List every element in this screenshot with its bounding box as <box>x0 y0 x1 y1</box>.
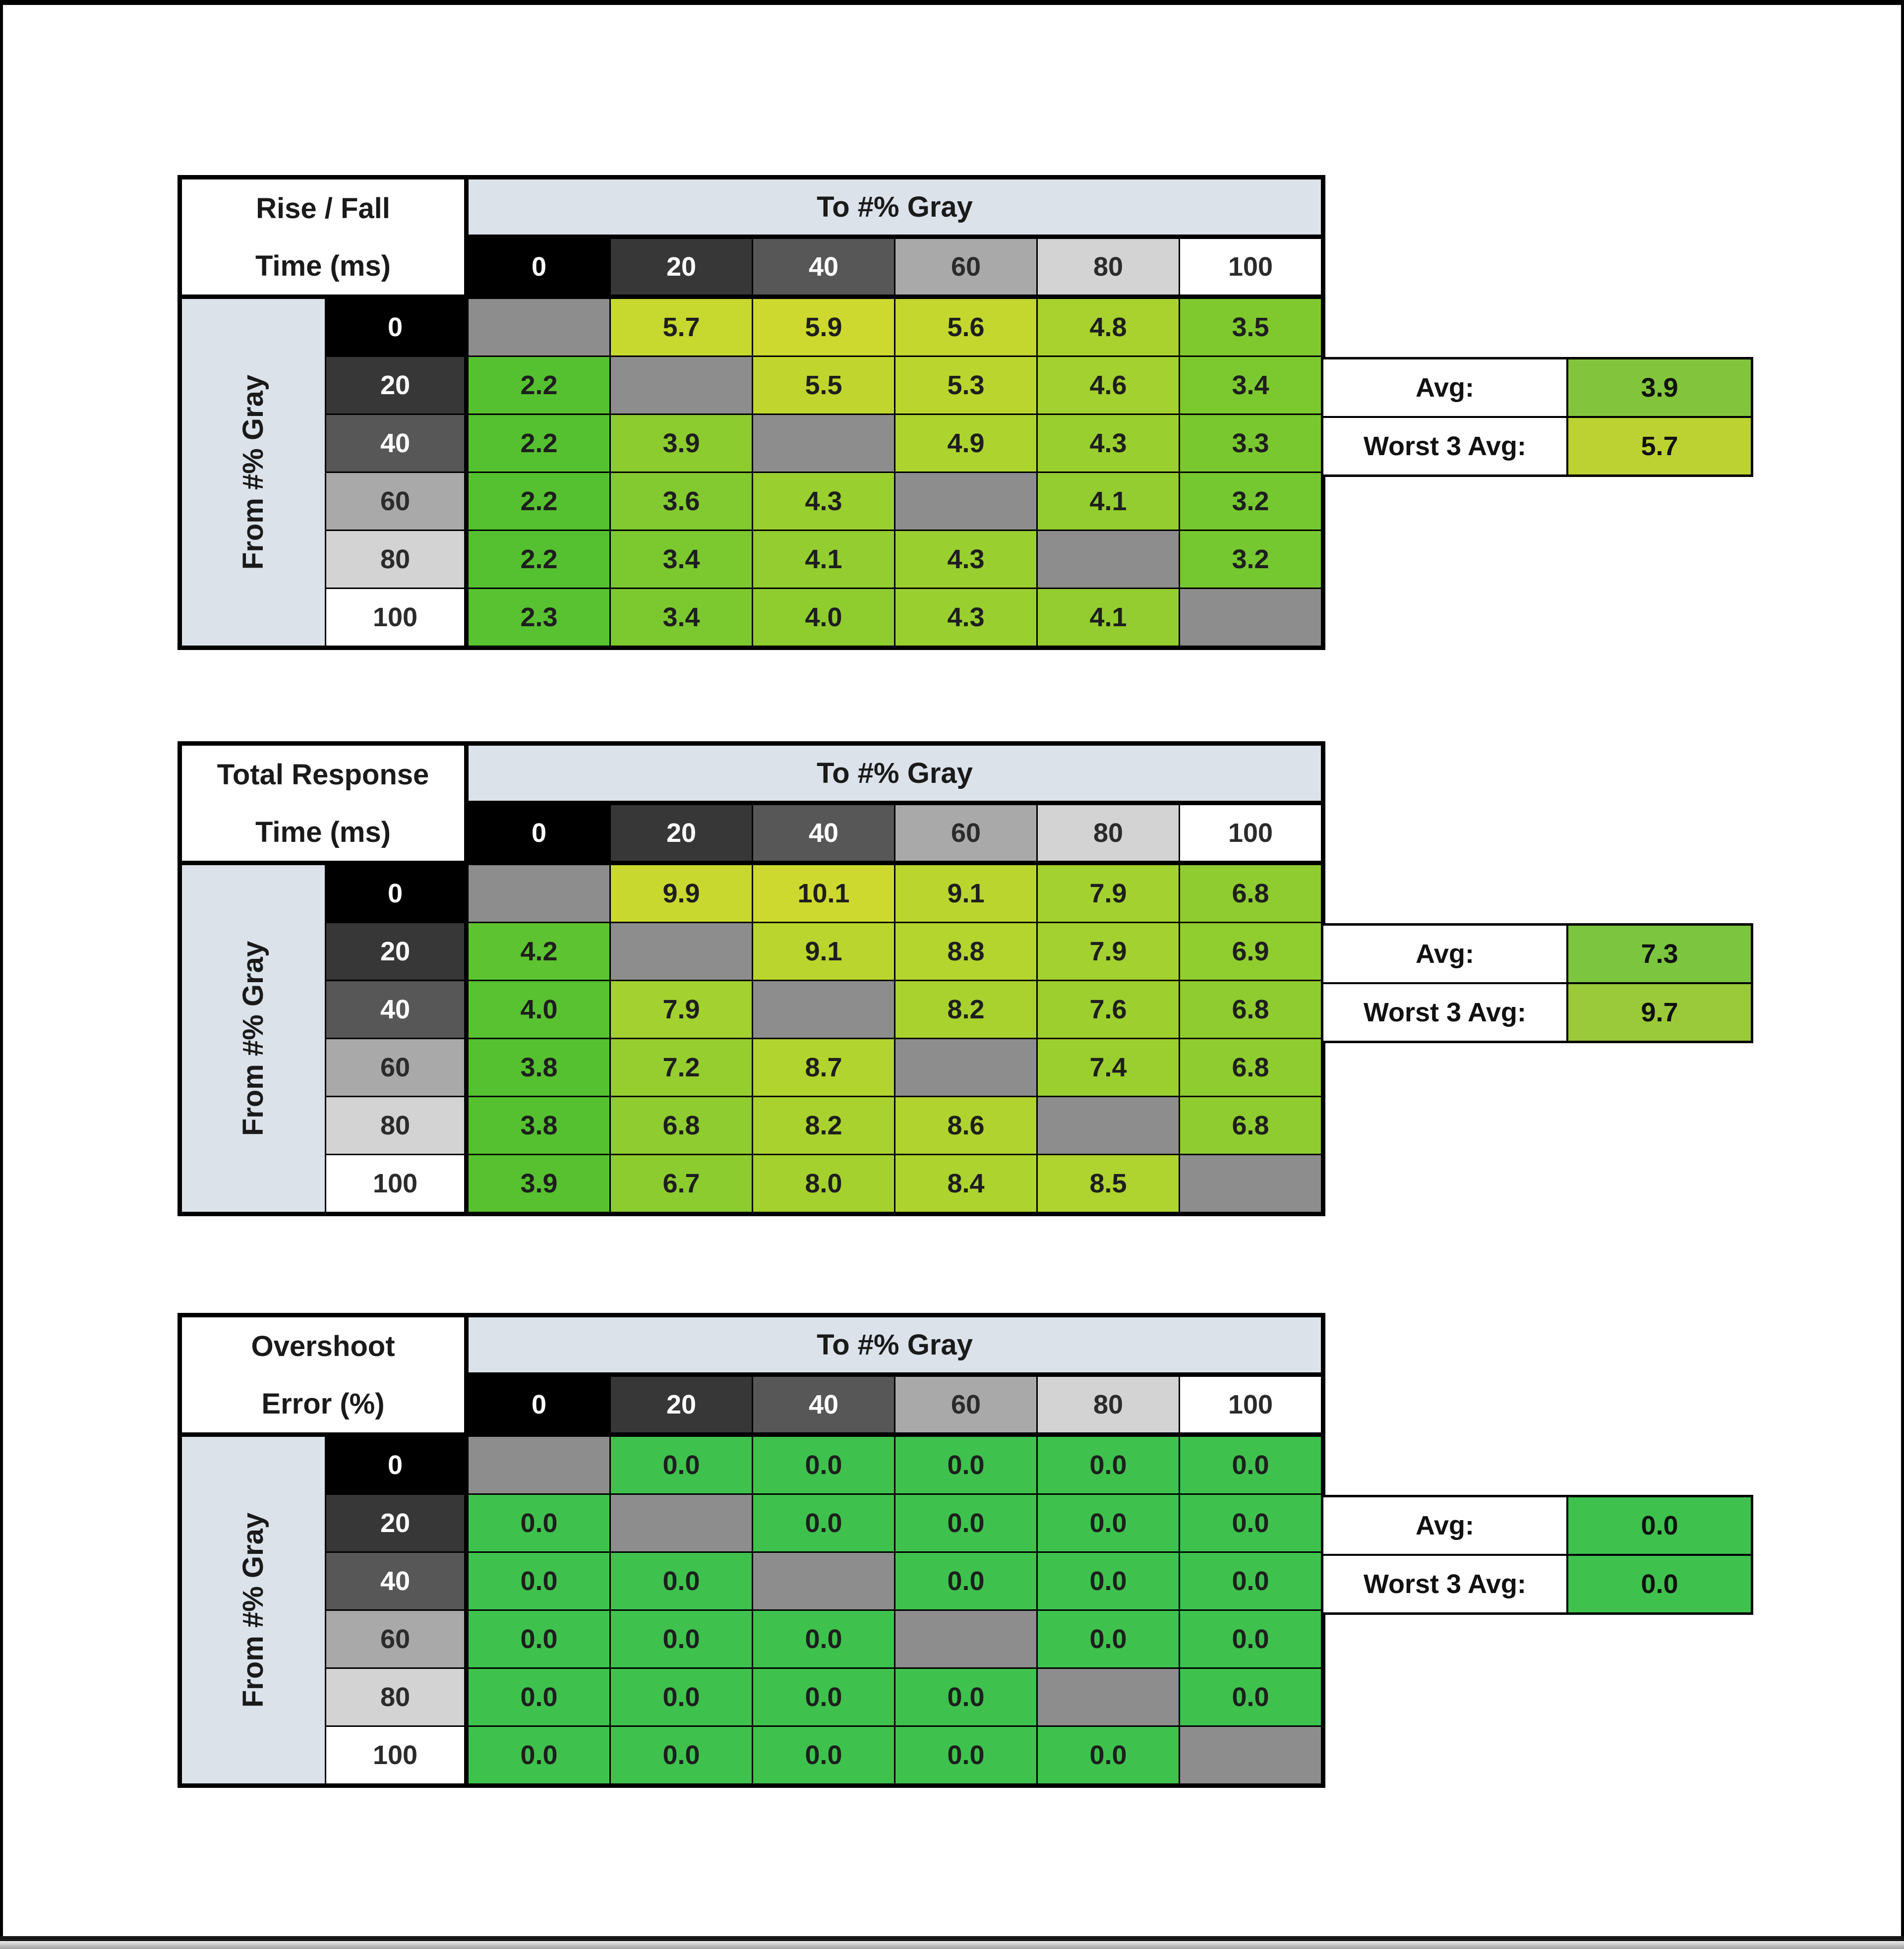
row-header-100: 100 <box>326 589 467 646</box>
data-cell: 3.9 <box>611 415 752 472</box>
data-cell: 2.2 <box>469 415 609 472</box>
data-cell: 8.0 <box>753 1155 894 1212</box>
diagonal-cell <box>1180 1155 1321 1212</box>
data-cell: 0.0 <box>611 1669 752 1725</box>
rise-fall-summary-box <box>1321 357 1753 477</box>
data-cell: 0.0 <box>753 1727 894 1783</box>
data-cell: 5.6 <box>895 299 1036 355</box>
data-cell: 0.0 <box>469 1553 609 1609</box>
data-cell: 0.0 <box>1180 1669 1321 1725</box>
data-cell: 8.7 <box>753 1039 894 1096</box>
worst3-avg-label: Worst 3 Avg: <box>1323 1556 1566 1612</box>
data-cell: 4.8 <box>1038 299 1179 355</box>
overshoot-table <box>178 1313 1325 1788</box>
row-header-80: 80 <box>326 1669 467 1725</box>
row-header-20: 20 <box>326 1495 467 1551</box>
data-cell: 0.0 <box>895 1553 1036 1609</box>
data-cell: 6.8 <box>1180 1039 1321 1096</box>
worst3-avg-value: 5.7 <box>1568 418 1751 474</box>
col-header-80: 80 <box>1038 805 1179 864</box>
data-cell: 0.0 <box>895 1669 1036 1725</box>
data-cell: 0.0 <box>1180 1437 1321 1493</box>
data-cell: 3.6 <box>611 473 752 530</box>
row-header-40: 40 <box>326 981 467 1038</box>
data-cell: 8.4 <box>895 1155 1036 1212</box>
rise-fall-table <box>178 175 1325 650</box>
data-cell: 3.8 <box>469 1039 609 1096</box>
col-header-40: 40 <box>753 1377 894 1435</box>
avg-label: Avg: <box>1323 1497 1566 1554</box>
data-cell: 8.2 <box>753 1097 894 1154</box>
col-header-100: 100 <box>1180 1377 1321 1435</box>
table-title-line2: Error (%) <box>261 1387 385 1420</box>
row-header-0: 0 <box>326 865 467 922</box>
data-cell: 7.2 <box>611 1039 752 1096</box>
worst3-avg-label: Worst 3 Avg: <box>1323 418 1566 474</box>
table-title <box>182 746 467 864</box>
data-cell: 0.0 <box>753 1437 894 1493</box>
data-cell: 8.6 <box>895 1097 1036 1154</box>
row-header-60: 60 <box>326 473 467 530</box>
data-cell: 0.0 <box>469 1727 609 1783</box>
data-cell: 0.0 <box>611 1553 752 1609</box>
table-title-line1: Rise / Fall <box>256 192 390 225</box>
row-header-60: 60 <box>326 1611 467 1667</box>
col-header-20: 20 <box>611 1377 752 1435</box>
diagonal-cell <box>895 1611 1036 1667</box>
data-cell: 3.4 <box>611 589 752 646</box>
data-cell: 5.9 <box>753 299 894 355</box>
diagonal-cell <box>1038 531 1179 588</box>
data-cell: 4.1 <box>753 531 894 588</box>
data-cell: 3.5 <box>1180 299 1321 355</box>
from-gray-band <box>182 865 325 1212</box>
diagonal-cell <box>469 865 609 922</box>
data-cell: 0.0 <box>469 1611 609 1667</box>
table-title-line1: Overshoot <box>251 1330 395 1362</box>
diagonal-cell <box>611 923 752 980</box>
data-cell: 4.1 <box>1038 473 1179 530</box>
data-cell: 3.8 <box>469 1097 609 1154</box>
data-cell: 7.9 <box>1038 923 1179 980</box>
data-cell: 0.0 <box>1038 1553 1179 1609</box>
data-cell: 0.0 <box>895 1727 1036 1783</box>
worst3-avg-value: 0.0 <box>1568 1556 1751 1612</box>
diagonal-cell <box>1180 589 1321 646</box>
data-cell: 0.0 <box>1038 1611 1179 1667</box>
table-title <box>182 179 467 297</box>
data-cell: 3.4 <box>1180 357 1321 413</box>
total-response-table <box>178 741 1325 1216</box>
data-cell: 0.0 <box>611 1437 752 1493</box>
diagonal-cell <box>469 1437 609 1493</box>
data-cell: 9.1 <box>895 865 1036 922</box>
data-cell: 0.0 <box>611 1727 752 1783</box>
diagonal-cell <box>1038 1669 1179 1725</box>
from-gray-band-label: From #% Gray <box>237 941 270 1136</box>
table-title-line2: Time (ms) <box>255 249 391 282</box>
diagonal-cell <box>895 473 1036 530</box>
data-cell: 2.3 <box>469 589 609 646</box>
data-cell: 4.3 <box>895 589 1036 646</box>
data-cell: 2.2 <box>469 357 609 413</box>
data-cell: 4.9 <box>895 415 1036 472</box>
row-header-60: 60 <box>326 1039 467 1096</box>
col-header-100: 100 <box>1180 805 1321 864</box>
col-header-60: 60 <box>895 239 1036 297</box>
data-cell: 6.8 <box>1180 1097 1321 1154</box>
data-cell: 4.0 <box>753 589 894 646</box>
diagonal-cell <box>895 1039 1036 1096</box>
col-header-80: 80 <box>1038 1377 1179 1435</box>
data-cell: 6.8 <box>1180 865 1321 922</box>
data-cell: 7.9 <box>611 981 752 1038</box>
to-gray-band-label: To #% Gray <box>469 746 1321 804</box>
data-cell: 6.8 <box>611 1097 752 1154</box>
data-cell: 0.0 <box>895 1437 1036 1493</box>
data-cell: 0.0 <box>753 1611 894 1667</box>
data-cell: 9.9 <box>611 865 752 922</box>
data-cell: 6.7 <box>611 1155 752 1212</box>
row-header-80: 80 <box>326 531 467 588</box>
data-cell: 3.2 <box>1180 531 1321 588</box>
col-header-0: 0 <box>469 805 609 864</box>
table-title <box>182 1317 467 1435</box>
from-gray-band-label: From #% Gray <box>237 1512 270 1708</box>
data-cell: 0.0 <box>1180 1495 1321 1551</box>
data-cell: 0.0 <box>469 1495 609 1551</box>
col-header-0: 0 <box>469 239 609 297</box>
worst3-avg-value: 9.7 <box>1568 984 1751 1041</box>
data-cell: 0.0 <box>1038 1495 1179 1551</box>
avg-value: 3.9 <box>1568 359 1751 416</box>
diagonal-cell <box>611 1495 752 1551</box>
total-response-summary-box <box>1321 923 1753 1043</box>
data-cell: 5.5 <box>753 357 894 413</box>
data-cell: 5.3 <box>895 357 1036 413</box>
data-cell: 4.1 <box>1038 589 1179 646</box>
avg-label: Avg: <box>1323 359 1566 416</box>
data-cell: 8.8 <box>895 923 1036 980</box>
data-cell: 0.0 <box>895 1495 1036 1551</box>
data-cell: 0.0 <box>469 1669 609 1725</box>
row-header-40: 40 <box>326 415 467 472</box>
data-cell: 4.6 <box>1038 357 1179 413</box>
to-gray-band-label: To #% Gray <box>469 1317 1321 1375</box>
data-cell: 2.2 <box>469 473 609 530</box>
row-header-0: 0 <box>326 1437 467 1493</box>
row-header-40: 40 <box>326 1553 467 1609</box>
data-cell: 3.9 <box>469 1155 609 1212</box>
data-cell: 0.0 <box>611 1611 752 1667</box>
data-cell: 4.2 <box>469 923 609 980</box>
worst3-avg-label: Worst 3 Avg: <box>1323 984 1566 1041</box>
data-cell: 4.3 <box>1038 415 1179 472</box>
row-header-100: 100 <box>326 1727 467 1783</box>
window-bottom-edge <box>0 1936 1904 1941</box>
col-header-20: 20 <box>611 239 752 297</box>
avg-value: 0.0 <box>1568 1497 1751 1554</box>
data-cell: 7.9 <box>1038 865 1179 922</box>
col-header-40: 40 <box>753 239 894 297</box>
data-cell: 8.2 <box>895 981 1036 1038</box>
data-cell: 7.4 <box>1038 1039 1179 1096</box>
col-header-20: 20 <box>611 805 752 864</box>
data-cell: 4.3 <box>753 473 894 530</box>
data-cell: 0.0 <box>1180 1553 1321 1609</box>
window-bottom-strip <box>0 1941 1904 1949</box>
table-title-line2: Time (ms) <box>255 816 391 848</box>
diagonal-cell <box>753 981 894 1038</box>
data-cell: 8.5 <box>1038 1155 1179 1212</box>
diagonal-cell <box>469 299 609 355</box>
data-cell: 9.1 <box>753 923 894 980</box>
avg-value: 7.3 <box>1568 926 1751 982</box>
data-cell: 0.0 <box>1038 1727 1179 1783</box>
overshoot-summary-box <box>1321 1495 1753 1615</box>
row-header-20: 20 <box>326 923 467 980</box>
diagonal-cell <box>1038 1097 1179 1154</box>
col-header-60: 60 <box>895 805 1036 864</box>
diagonal-cell <box>1180 1727 1321 1783</box>
col-header-40: 40 <box>753 805 894 864</box>
col-header-0: 0 <box>469 1377 609 1435</box>
data-cell: 7.6 <box>1038 981 1179 1038</box>
to-gray-band-label: To #% Gray <box>469 179 1321 237</box>
from-gray-band <box>182 1437 325 1783</box>
diagonal-cell <box>753 415 894 472</box>
table-title-line1: Total Response <box>217 758 429 791</box>
data-cell: 0.0 <box>753 1495 894 1551</box>
diagonal-cell <box>753 1553 894 1609</box>
row-header-80: 80 <box>326 1097 467 1154</box>
data-cell: 10.1 <box>753 865 894 922</box>
from-gray-band <box>182 299 325 646</box>
col-header-100: 100 <box>1180 239 1321 297</box>
data-cell: 3.3 <box>1180 415 1321 472</box>
from-gray-band-label: From #% Gray <box>237 374 270 570</box>
data-cell: 3.4 <box>611 531 752 588</box>
data-cell: 0.0 <box>1180 1611 1321 1667</box>
data-cell: 6.8 <box>1180 981 1321 1038</box>
col-header-60: 60 <box>895 1377 1036 1435</box>
data-cell: 5.7 <box>611 299 752 355</box>
data-cell: 0.0 <box>1038 1437 1179 1493</box>
diagonal-cell <box>611 357 752 413</box>
row-header-100: 100 <box>326 1155 467 1212</box>
data-cell: 2.2 <box>469 531 609 588</box>
data-cell: 4.0 <box>469 981 609 1038</box>
col-header-80: 80 <box>1038 239 1179 297</box>
data-cell: 3.2 <box>1180 473 1321 530</box>
avg-label: Avg: <box>1323 926 1566 982</box>
row-header-0: 0 <box>326 299 467 355</box>
row-header-20: 20 <box>326 357 467 413</box>
data-cell: 4.3 <box>895 531 1036 588</box>
data-cell: 0.0 <box>753 1669 894 1725</box>
data-cell: 6.9 <box>1180 923 1321 980</box>
